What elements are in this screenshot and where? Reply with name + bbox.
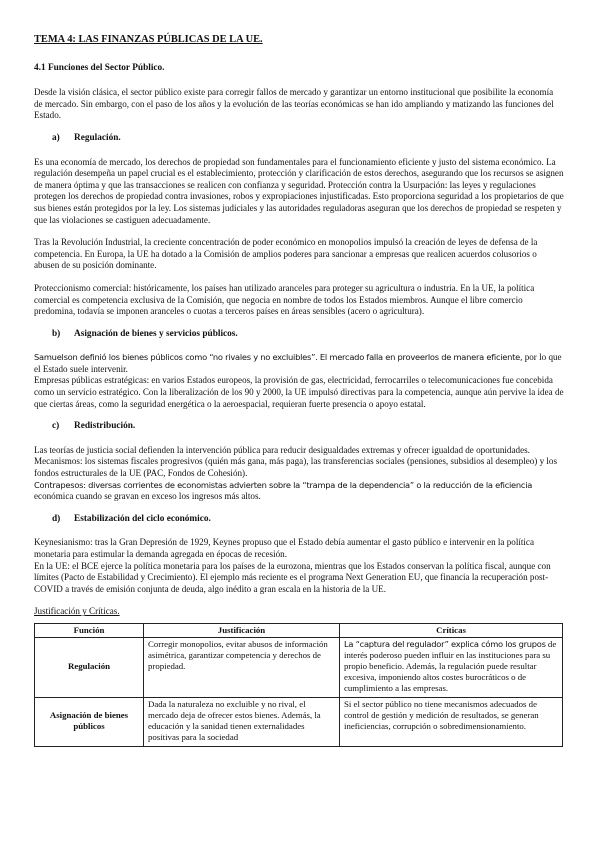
table-cell-funcion: Regulación xyxy=(35,637,144,697)
captura-regulador-text: La “captura del regulador” explica cómo los grupos xyxy=(344,638,546,649)
table-header-funcion: Función xyxy=(35,623,144,637)
intro-paragraph: Desde la visión clásica, el sector público existe para corregir fallos de mercado y garantizar un entorno institucional que posibilite la economía de mercado. Sin embargo, con el paso de los años y la evolución de las teorías económicas se han ido ampliando y matizando las funciones del Estado. xyxy=(34,87,554,121)
subsection-letter: c) xyxy=(52,421,60,432)
contrapesos-text-rest: económica cuando se gravan en exceso los ingresos más altos. xyxy=(34,491,261,502)
regulacion-text-2: Protección contra la Usurpación: las leyes y regulaciones protegen los derechos de propiedad contra invasiones, robos y expropiaciones injustificadas. Esto proporciona seguridad a los propietarios de que sus bienes están protegidos por la ley. Los sistemas judiciales y las autoridades reguladoras aseguran que los derechos de propiedad se respeten y que las violaciones se castiguen adecuadamente. xyxy=(34,179,564,225)
regulacion-text-1: Es una economía de mercado, los derechos de propiedad son fundamentales para el funcionamiento eficiente y justo del sistema económico. La regulación desempeña un papel crucial es el establecimiento, protección y clarificación de estos derechos, asegurando que los recursos se asignen de manera óptima y que las transacciones se realicen con confianza y seguridad. xyxy=(34,156,564,190)
table-cell-justificacion: Dada la naturaleza no excluible y no rival, el mercado deja de ofrecer estos bienes. Además, la educación y la sanidad tienen externalidades positivas para la sociedad xyxy=(144,697,340,746)
contrapesos-paragraph xyxy=(34,480,564,503)
table-row xyxy=(35,637,563,697)
samuelson-text-rest: por lo que el Estado suele intervenir. xyxy=(34,352,562,374)
justificacion-title: Justificación y Críticas. xyxy=(34,606,120,617)
table-header-criticas: Críticas xyxy=(340,623,563,637)
subsection-letter: d) xyxy=(52,513,61,524)
subsection-title: Redistribución. xyxy=(74,421,136,432)
subsection-letter: b) xyxy=(52,328,61,339)
subsection-title: Estabilización del ciclo económico. xyxy=(74,513,211,524)
funciones-table xyxy=(34,623,563,747)
bienes-publicos-paragraph xyxy=(34,352,564,375)
criticas-text: de interés poderoso pueden influir en las instituciones para su propio beneficio. Además, la regulación puede resultar excesiva, imponiendo altos costes burocráticos o de cumplimiento a las empresas. xyxy=(344,638,557,693)
ue-estabilizacion-paragraph: En la UE: el BCE ejerce la política monetaria para los países de la eurozona, mientras que los Estados conservan la política fiscal, aunque con límites (Pacto de Estabilidad y Crecimiento). El ejemplo más reciente es el programa Next Generation EU, que financia la recuperación post-COVID a través de emisión conjunta de deuda, algo inédito a gran escala en la historia de la UE. xyxy=(34,560,551,594)
competencia-paragraph: Tras la Revolución Industrial, la creciente concentración de poder económico en monopolios impulsó la creación de leyes de defensa de la competencia. En Europa, la UE ha dotado a la Comisión de amplios poderes para sancionar a empresas que realicen acuerdos colusorios o abusen de su posición dominante. xyxy=(34,237,538,271)
document-title: TEMA 4: LAS FINANZAS PÚBLICAS DE LA UE. xyxy=(34,34,263,45)
subsection-d-heading xyxy=(52,514,564,526)
regulacion-paragraph xyxy=(34,157,564,227)
proteccionismo-paragraph: Proteccionismo comercial: históricamente, los países han utilizado aranceles para proteger su agricultura o industria. En la UE, la política comercial es competencia exclusiva de la Comisión, que negocia en nombre de todos los Estados miembros. Aunque el libre comercio predomina, todavía se imponen aranceles o cuotas a terceros países en áreas sensibles (acero o agricultura). xyxy=(34,282,535,317)
table-cell-funcion: Asignación de bienes públicos xyxy=(35,697,144,746)
keynesianismo-paragraph: Keynesianismo: tras la Gran Depresión de 1929, Keynes propuso que el Estado debía aumentar el gasto público e intervenir en la política monetaria para estimular la demanda agregada en épocas de recesión. xyxy=(34,537,535,559)
subsection-title: Regulación. xyxy=(74,132,121,143)
section-heading: 4.1 Funciones del Sector Público. xyxy=(34,62,165,73)
subsection-letter: a) xyxy=(52,132,60,143)
table-row xyxy=(35,697,563,746)
table-cell-criticas: Si el sector público no tiene mecanismos adecuados de control de gestión y medición de resultados, se generan ineficiencias, corrupción o sobredimensionamiento. xyxy=(340,697,563,746)
table-header-row xyxy=(35,623,563,637)
subsection-b-heading xyxy=(52,329,564,341)
subsection-c-heading xyxy=(52,421,564,433)
samuelson-text: Samuelson definió los bienes públicos como “no rivales y no excluibles”. El mercado falla en proveerlos de manera eficiente, xyxy=(34,352,523,363)
table-header-justificacion: Justificación xyxy=(144,623,340,637)
subsection-title: Asignación de bienes y servicios públicos. xyxy=(74,328,238,339)
table-cell-justificacion: Corregir monopolios, evitar abusos de información asimétrica, garantizar competencia y derechos de propiedad. xyxy=(144,637,340,697)
mecanismos-paragraph: Mecanismos: los sistemas fiscales progresivos (quién más gana, más paga), las transferencias sociales (pensiones, subsidios al desempleo) y los fondos estructurales de la UE (PAC, Fondos de Cohesión). xyxy=(34,456,558,479)
table-cell-criticas xyxy=(340,637,563,697)
subsection-a-heading xyxy=(52,133,564,145)
justicia-social-paragraph: Las teorías de justicia social defienden la intervención pública para reducir desigualdades extremas y ofrecer igualdad de oportunidades. xyxy=(34,444,530,455)
empresas-publicas-paragraph: Empresas públicas estratégicas: en varios Estados europeos, la provisión de gas, electricidad, ferrocarriles o telecomunicaciones fue concebida como un servicio estratégico. Con la liberalización de los 90 y 2000, la UE impulsó directivas para la competencia, aunque aún pervive la idea de que ciertas áreas, como la seguridad energética o la aeroespacial, requieran fuerte presencia o apoyo estatal. xyxy=(34,375,564,409)
contrapesos-text: Contrapesos: diversas corrientes de economistas advierten sobre la “trampa de la dependencia” o la reducción de la eficiencia xyxy=(34,479,533,490)
